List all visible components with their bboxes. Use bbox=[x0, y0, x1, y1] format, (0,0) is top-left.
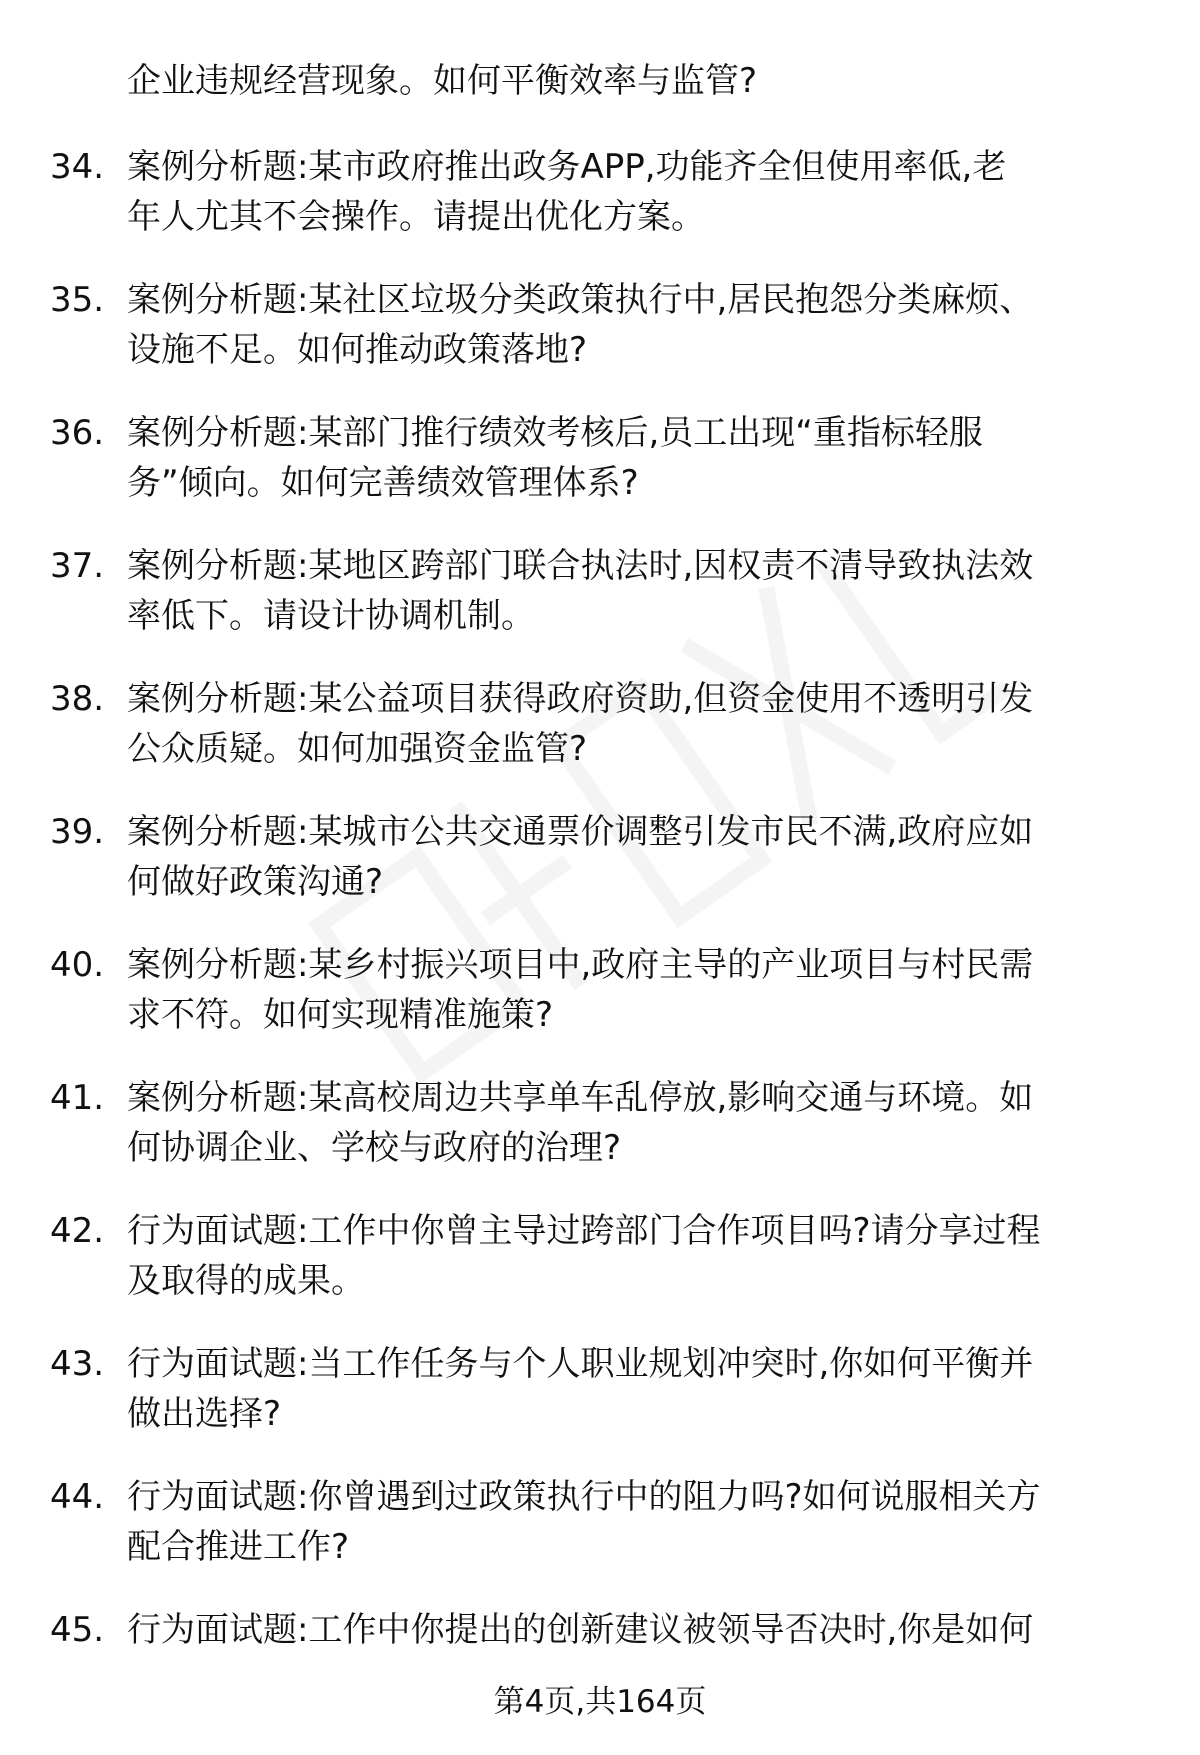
question-text bbox=[127, 408, 1147, 508]
question-line: 案例分析题:某市政府推出政务APP,功能齐全但使用率低,老 bbox=[127, 147, 1007, 187]
question-number: 43. bbox=[50, 1344, 105, 1384]
list-item bbox=[50, 275, 1150, 375]
question-text bbox=[127, 1605, 1147, 1655]
question-line: 案例分析题:某城市公共交通票价调整引发市民不满,政府应如 bbox=[127, 812, 1034, 852]
question-number: 36. bbox=[50, 413, 105, 453]
question-line: 率低下。请设计协调机制。 bbox=[127, 596, 535, 636]
list-item bbox=[50, 541, 1150, 641]
question-line: 何做好政策沟通? bbox=[127, 862, 384, 902]
question-text bbox=[127, 1206, 1147, 1306]
question-line: 案例分析题:某社区垃圾分类政策执行中,居民抱怨分类麻烦、 bbox=[127, 280, 1034, 320]
question-line: 行为面试题:当工作任务与个人职业规划冲突时,你如何平衡并 bbox=[127, 1344, 1034, 1384]
question-line: 做出选择? bbox=[127, 1394, 282, 1434]
list-item bbox=[50, 1605, 1150, 1655]
question-text bbox=[127, 1073, 1147, 1173]
question-line: 行为面试题:你曾遇到过政策执行中的阻力吗?如何说服相关方 bbox=[127, 1477, 1041, 1517]
question-text bbox=[127, 940, 1147, 1040]
question-list bbox=[50, 142, 1150, 1688]
list-item bbox=[50, 807, 1150, 907]
question-line: 求不符。如何实现精准施策? bbox=[127, 995, 554, 1035]
list-item bbox=[50, 940, 1150, 1040]
list-item bbox=[50, 408, 1150, 508]
question-number: 39. bbox=[50, 812, 105, 852]
question-line: 公众质疑。如何加强资金监管? bbox=[127, 729, 588, 769]
question-line: 案例分析题:某乡村振兴项目中,政府主导的产业项目与村民需 bbox=[127, 945, 1034, 985]
question-line: 配合推进工作? bbox=[127, 1527, 350, 1567]
question-number: 37. bbox=[50, 546, 105, 586]
question-line: 及取得的成果。 bbox=[127, 1261, 365, 1301]
question-number: 45. bbox=[50, 1610, 105, 1650]
list-item bbox=[50, 1206, 1150, 1306]
list-item bbox=[50, 1073, 1150, 1173]
question-text bbox=[127, 541, 1147, 641]
question-number: 35. bbox=[50, 280, 105, 320]
question-line: 案例分析题:某地区跨部门联合执法时,因权责不清导致执法效 bbox=[127, 546, 1034, 586]
continuation-text: 企业违规经营现象。如何平衡效率与监管? bbox=[127, 61, 758, 101]
question-text bbox=[127, 1472, 1147, 1572]
question-text bbox=[127, 275, 1147, 375]
list-item bbox=[50, 1472, 1150, 1572]
question-number: 42. bbox=[50, 1211, 105, 1251]
question-line: 何协调企业、学校与政府的治理? bbox=[127, 1128, 622, 1168]
question-number: 38. bbox=[50, 679, 105, 719]
question-number: 41. bbox=[50, 1078, 105, 1118]
question-line: 设施不足。如何推动政策落地? bbox=[127, 330, 588, 370]
list-item bbox=[50, 674, 1150, 774]
list-item bbox=[50, 142, 1150, 242]
question-line: 行为面试题:工作中你曾主导过跨部门合作项目吗?请分享过程 bbox=[127, 1211, 1041, 1251]
question-line: 务”倾向。如何完善绩效管理体系? bbox=[127, 463, 639, 503]
question-line: 案例分析题:某公益项目获得政府资助,但资金使用不透明引发 bbox=[127, 679, 1034, 719]
list-item bbox=[50, 1339, 1150, 1439]
question-number: 34. bbox=[50, 147, 105, 187]
page-footer: 第4页,共164页 bbox=[493, 1684, 707, 1720]
question-number: 40. bbox=[50, 945, 105, 985]
question-text bbox=[127, 1339, 1147, 1439]
question-text bbox=[127, 142, 1147, 242]
question-number: 44. bbox=[50, 1477, 105, 1517]
question-text bbox=[127, 807, 1147, 907]
question-line: 案例分析题:某部门推行绩效考核后,员工出现“重指标轻服 bbox=[127, 413, 983, 453]
question-line: 行为面试题:工作中你提出的创新建议被领导否决时,你是如何 bbox=[127, 1610, 1034, 1650]
question-line: 案例分析题:某高校周边共享单车乱停放,影响交通与环境。如 bbox=[127, 1078, 1034, 1118]
question-text bbox=[127, 674, 1147, 774]
question-line: 年人尤其不会操作。请提出优化方案。 bbox=[127, 197, 705, 237]
